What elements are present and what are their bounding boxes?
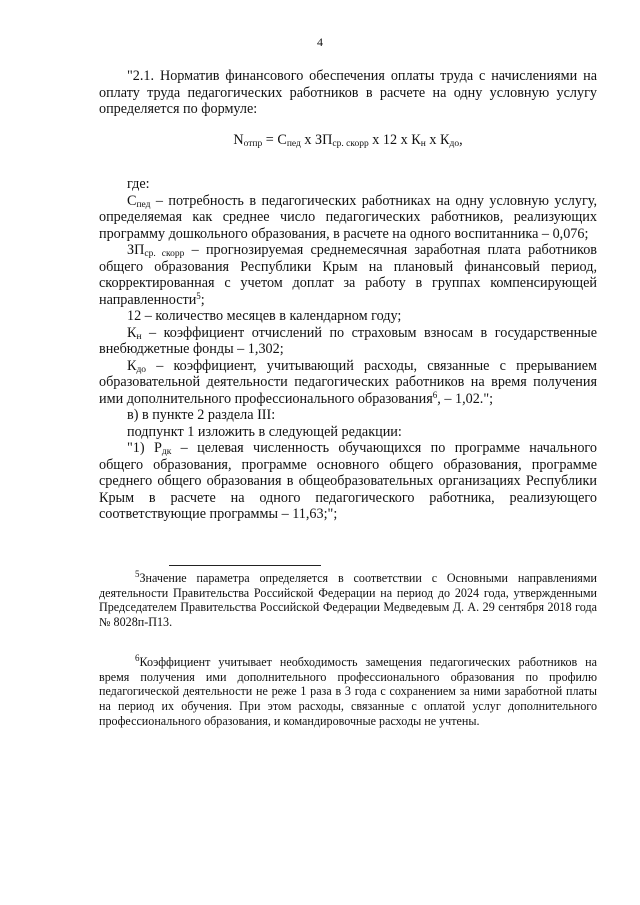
footnote-separator	[169, 565, 321, 566]
footnote-6: $^6$Коэффициент учитывает необходимость замещения педагогических работников на время получения ими дополнительного профессионального образования по профилю педагогической деятельности не реже 1 раза в 3 года с сохранением за ними заработной платы на период их обучения. При этом расходы, связанные с оплатой услуг дополнительного профессионального образования, и командировочные расходы не учтены.	[99, 652, 597, 728]
footnotes	[99, 571, 597, 728]
subitem-1: подпункт 1 изложить в следующей редакции:	[127, 423, 402, 440]
definition-kn: $К_н$ – коэффициент отчислений по страховым взносам в государственные внебюджетные фонды – 1,302;	[99, 324, 597, 357]
definition-12: 12 – количество месяцев в календарном году;	[127, 308, 402, 324]
formula: $N_{отпр} = С_{пед}$ х $ЗП_{ср. скорр}$ х 12 х $К_н$ х $К_{до}$,	[233, 131, 463, 149]
footnote-ref-5: 5	[196, 290, 201, 301]
footnote-ref-6: 6	[432, 389, 438, 400]
definition-rdk: "1) $Р_{дк}$ – целевая численность обучающихся по программе начального общего образования, программе основного общего образования, программе среднего общего образования в общеобразовательных организациях Республики Крым в расчете на одного педагогического работника, реализующего соответствующие программы – 11,63;";	[99, 440, 597, 522]
definition-zp: $ЗП_{ср. скорр}$ – прогнозируемая среднемесячная заработная плата работников общего образования Республики Крым на плановый финансовый период, скорректированная с учетом доплат за работу в группах компенсирующей направленности$^5$;	[99, 242, 597, 308]
where-label: где:	[127, 176, 150, 192]
definition-kdo: $К_{до}$ – коэффициент, учитывающий расходы, связанные с прерыванием образовательной деятельности педагогических работников на время получения ими дополнительного профессионального образования$^6$, – 1,02.";	[99, 357, 597, 407]
footnote-5: $^5$Значение параметра определяется в соответствии с Основными направлениями деятельности Правительства Российской Федерации на период до 2024 года, утвержденными Председателем Правительства Российской Федерации Медведевым Д. А. 29 сентября 2018 года № 8028п-П13.	[99, 569, 597, 630]
document-body	[99, 68, 597, 523]
item-b: в) в пункте 2 раздела III:	[127, 407, 276, 423]
page-number: 4	[317, 35, 323, 49]
definition-c-ped: $С_{пед}$ – потребность в педагогических работниках на одну условную услугу, определяемая как среднее число педагогических работников, реализующих программу дошкольного образования, в расчете на одного воспитанника – 0,076;	[99, 192, 597, 242]
paragraph-norm-definition: "2.1. Норматив финансового обеспечения оплаты труда с начислениями на оплату труда педагогических работников в расчете на одну условную услугу определяется по формуле:	[99, 68, 597, 117]
